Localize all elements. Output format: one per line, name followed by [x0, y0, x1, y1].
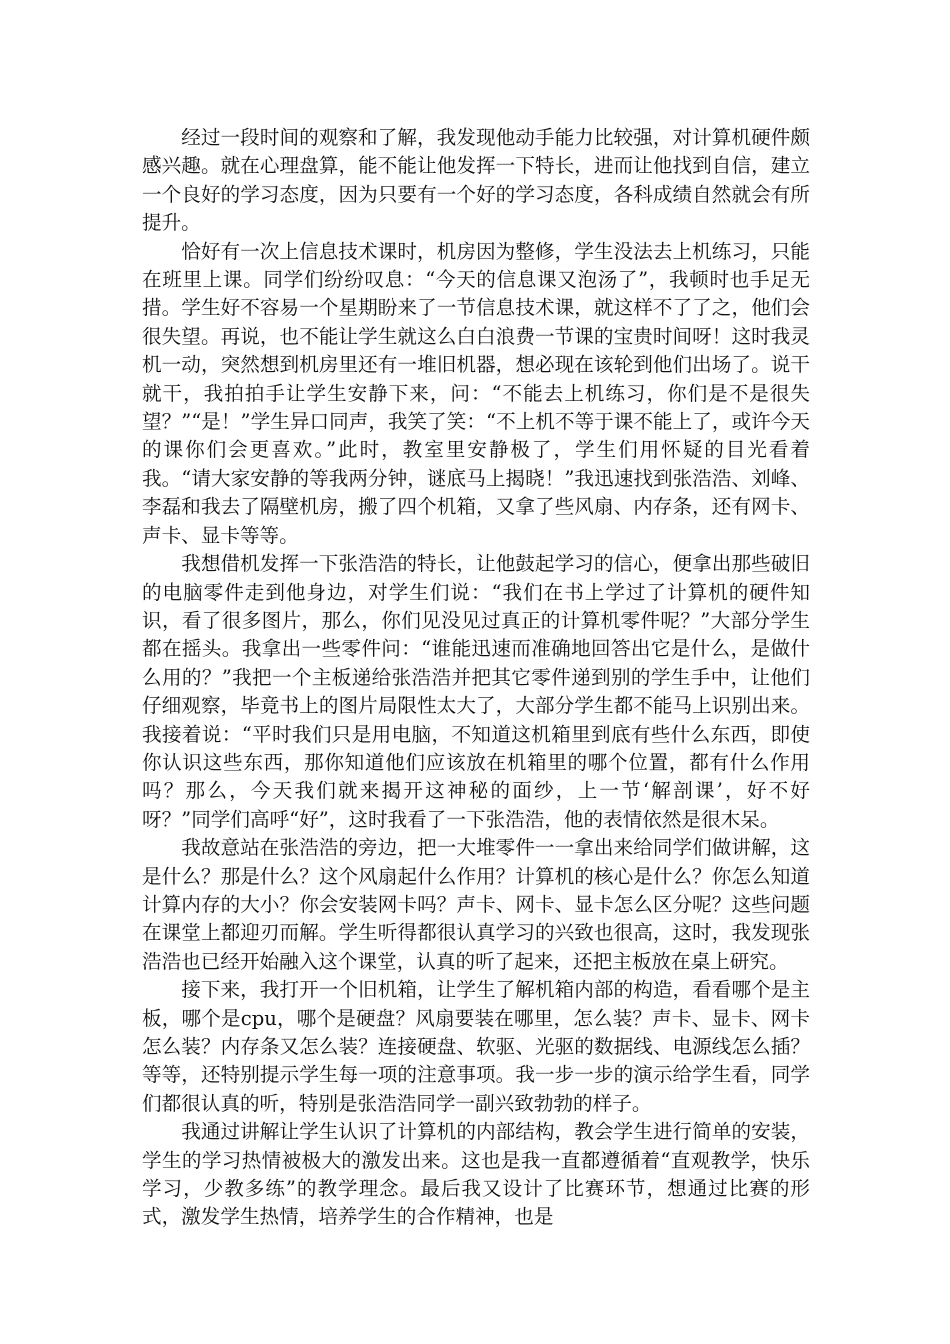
- document-body: [142, 124, 810, 1232]
- paragraph-2: 恰好有一次上信息技术课时，机房因为整修，学生没法去上机练习，只能在班里上课。同学们纷纷叹息：“今天的信息课又泡汤了”，我顿时也手足无措。学生好不容易一个星期盼来了一节信息技术课，就这样不了了之，他们会很失望。再说，也不能让学生就这么白白浪费一节课的宝贵时间呀！这时我灵机一动，突然想到机房里还有一堆旧机器，想必现在该轮到他们出场了。说干就干，我拍拍手让学生安静下来，问：“不能去上机练习，你们是不是很失望？”“是！”学生异口同声，我笑了笑：“不上机不等于课不能上了，或许今天的课你们会更喜欢。”此时，教室里安静极了，学生们用怀疑的目光看着我。“请大家安静的等我两分钟，谜底马上揭晓！”我迅速找到张浩浩、刘峰、李磊和我去了隔壁机房，搬了四个机箱，又拿了些风扇、内存条，还有网卡、声卡、显卡等等。: [142, 239, 810, 547]
- paragraph-6: 我通过讲解让学生认识了计算机的内部结构，教会学生进行简单的安装，学生的学习热情被极大的激发出来。这也是我一直都遵循着“直观教学，快乐学习，少教多练”的教学理念。最后我又设计了比赛环节，想通过比赛的形式，激发学生热情，培养学生的合作精神，也是: [142, 1120, 810, 1229]
- paragraph-3: 我想借机发挥一下张浩浩的特长，让他鼓起学习的信心，便拿出那些破旧的电脑零件走到他身边，对学生们说：“我们在书上学过了计算机的硬件知识，看了很多图片，那么，你们见没见过真正的计算机零件呢？”大部分学生都在摇头。我拿出一些零件问：“谁能迅速而准确地回答出它是什么，是做什么用的？”我把一个主板递给张浩浩并把其它零件递到别的学生手中，让他们仔细观察，毕竟书上的图片局限性太大了，大部分学生都不能马上识别出来。我接着说：“平时我们只是用电脑，不知道这机箱里到底有些什么东西，即使你认识这些东西，那你知道他们应该放在机箱里的哪个位置，都有什么作用吗？那么，今天我们就来揭开这神秘的面纱，上一节‘解剖课’，好不好呀？”同学们高呼“好”，这时我看了一下张浩浩，他的表情依然是很木呆。: [142, 552, 810, 831]
- paragraph-1: 经过一段时间的观察和了解，我发现他动手能力比较强，对计算机硬件颇感兴趣。就在心理盘算，能不能让他发挥一下特长，进而让他找到自信，建立一个良好的学习态度，因为只要有一个好的学习态度，各科成绩自然就会有所提升。: [142, 126, 810, 235]
- paragraph-5: 接下来，我打开一个旧机箱，让学生了解机箱内部的构造，看看哪个是主板，哪个是cpu，哪个是硬盘？风扇要装在哪里，怎么装？声卡、显卡、网卡怎么装？内存条又怎么装？连接硬盘、软驱、光驱的数据线、电源线怎么插？等等，还特别提示学生每一项的注意事项。我一步一步的演示给学生看，同学们都很认真的听，特别是张浩浩同学一副兴致勃勃的样子。: [142, 978, 810, 1115]
- paragraph-4: 我故意站在张浩浩的旁边，把一大堆零件一一拿出来给同学们做讲解，这是什么？那是什么？这个风扇起什么作用？计算机的核心是什么？你怎么知道计算内存的大小？你会安装网卡吗？声卡、网卡、显卡怎么区分呢？这些问题在课堂上都迎刃而解。学生听得都很认真学习的兴致也很高，这时，我发现张浩浩也已经开始融入这个课堂，认真的听了起来，还把主板放在桌上研究。: [142, 836, 810, 973]
